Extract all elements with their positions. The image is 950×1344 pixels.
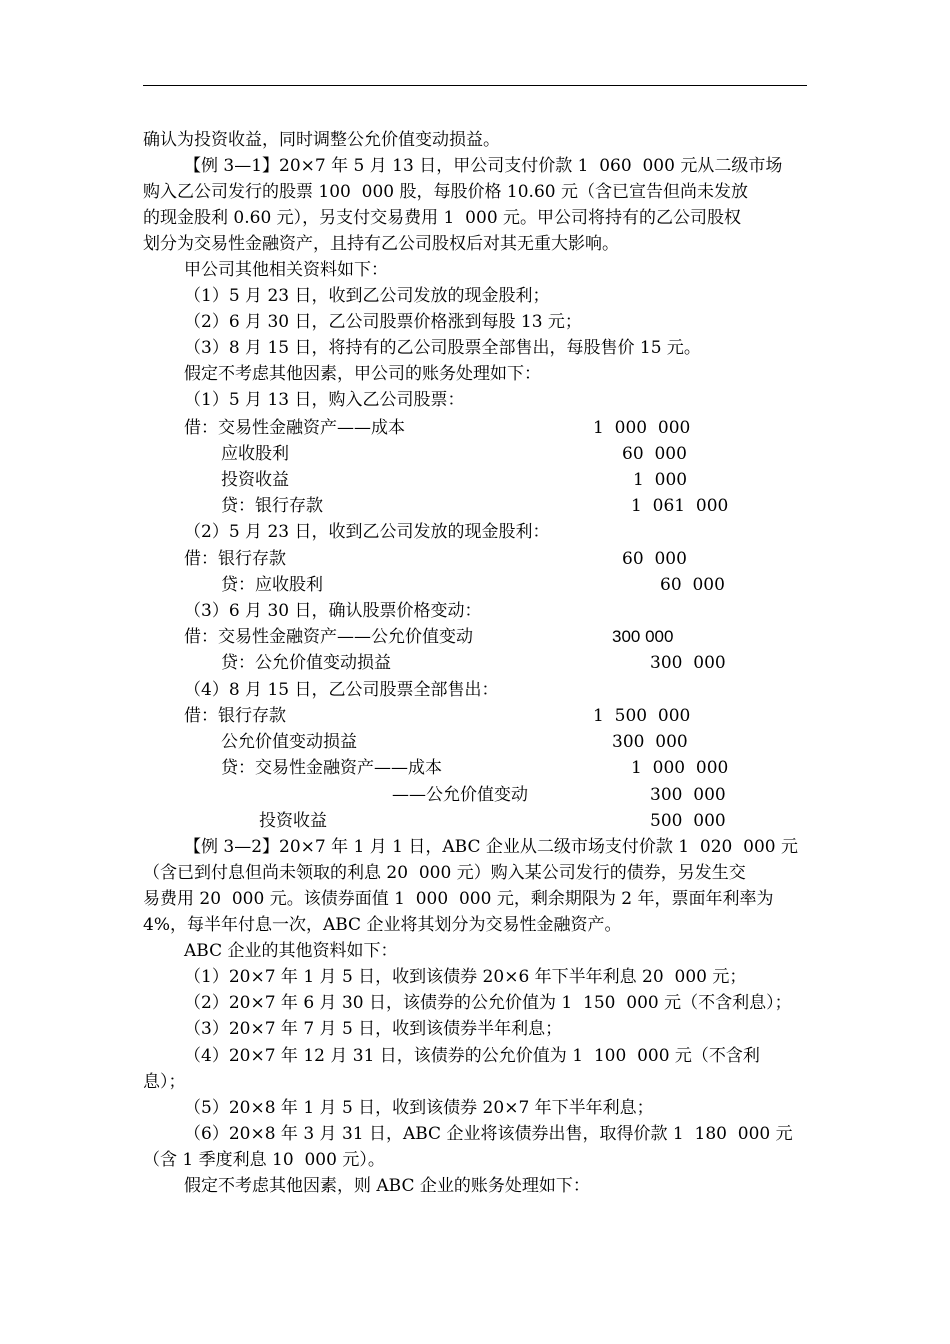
entry-text: 借：银行存款 bbox=[184, 706, 286, 726]
example2-item: （含 1 季度利息 10 000 元）。 bbox=[143, 1150, 385, 1170]
entry-amount: 300 000 bbox=[650, 785, 726, 805]
example1-item: （2）6 月 30 日，乙公司股票价格涨到每股 13 元； bbox=[184, 312, 582, 332]
entry-amount: 300 000 bbox=[612, 732, 688, 752]
example1-other-info: 甲公司其他相关资料如下： bbox=[184, 260, 388, 280]
entry-text: 贷：交易性金融资产——成本 bbox=[221, 758, 442, 778]
entry-amount: 1 061 000 bbox=[631, 496, 729, 516]
example1-item: （1）5 月 23 日，收到乙公司发放的现金股利； bbox=[184, 286, 550, 306]
entry-text: 贷：银行存款 bbox=[221, 496, 323, 516]
example2-para: （含已到付息但尚未领取的利息 20 000 元）购入某公司发行的债券，另发生交 bbox=[143, 863, 746, 883]
entry-text: ——公允价值变动 bbox=[392, 785, 528, 805]
example2-item: （1）20×7 年 1 月 5 日，收到该债券 20×6 年下半年利息 20 000 元； bbox=[184, 967, 747, 987]
example1-para: 购入乙公司发行的股票 100 000 股，每股价格 10.60 元（含已宣告但尚未发放 bbox=[143, 182, 748, 202]
entry-amount: 60 000 bbox=[622, 444, 687, 464]
intro-text: 确认为投资收益，同时调整公允价值变动损益。 bbox=[143, 130, 500, 150]
example2-item: （6）20×8 年 3 月 31 日，ABC 企业将该债券出售，取得价款 1 180 000 元 bbox=[184, 1124, 793, 1144]
example1-para: 【例 3—1】20×7 年 5 月 13 日，甲公司支付价款 1 060 000 元从二级市场 bbox=[184, 156, 783, 176]
entry-text: 借：交易性金融资产——成本 bbox=[184, 418, 405, 438]
entry-text: 贷：公允价值变动损益 bbox=[221, 653, 391, 673]
example2-item: （4）20×7 年 12 月 31 日，该债券的公允价值为 1 100 000 元（不含利 bbox=[184, 1046, 760, 1066]
example2-para: 4%，每半年付息一次，ABC 企业将其划分为交易性金融资产。 bbox=[143, 915, 622, 935]
example2-para: 易费用 20 000 元。该债券面值 1 000 000 元，剩余期限为 2 年，票面年利率为 bbox=[143, 889, 774, 909]
step-heading: （4）8 月 15 日，乙公司股票全部售出： bbox=[184, 680, 499, 700]
example2-other-info: ABC 企业的其他资料如下： bbox=[184, 941, 398, 961]
entry-text: 投资收益 bbox=[221, 470, 289, 490]
example2-item: （2）20×7 年 6 月 30 日，该债券的公允价值为 1 150 000 元（不含利息）； bbox=[184, 993, 792, 1013]
step-heading: （2）5 月 23 日，收到乙公司发放的现金股利： bbox=[184, 522, 550, 542]
entry-amount: 60 000 bbox=[622, 549, 687, 569]
step-heading: （1）5 月 13 日，购入乙公司股票： bbox=[184, 390, 465, 410]
step-heading: （3）6 月 30 日，确认股票价格变动： bbox=[184, 601, 482, 621]
entry-text: 公允价值变动损益 bbox=[221, 732, 357, 752]
entry-text: 借：交易性金融资产——公允价值变动 bbox=[184, 627, 473, 647]
example1-para: 划分为交易性金融资产，且持有乙公司股权后对其无重大影响。 bbox=[143, 234, 619, 254]
entry-amount: 1 500 000 bbox=[593, 706, 691, 726]
example2-item: （3）20×7 年 7 月 5 日，收到该债券半年利息； bbox=[184, 1019, 563, 1039]
example1-para: 的现金股利 0.60 元），另支付交易费用 1 000 元。甲公司将持有的乙公司股权 bbox=[143, 208, 742, 228]
header-rule bbox=[143, 85, 807, 86]
entry-text: 应收股利 bbox=[221, 444, 289, 464]
example1-item: （3）8 月 15 日，将持有的乙公司股票全部售出，每股售价 15 元。 bbox=[184, 338, 701, 358]
entry-amount: 1 000 bbox=[633, 470, 688, 490]
entry-text: 投资收益 bbox=[259, 811, 327, 831]
entry-amount: 1 000 000 bbox=[593, 418, 691, 438]
example2-item: 息）； bbox=[143, 1072, 186, 1092]
example1-treatment-intro: 假定不考虑其他因素，甲公司的账务处理如下： bbox=[184, 364, 541, 384]
entry-amount: 500 000 bbox=[650, 811, 726, 831]
example2-treatment-intro: 假定不考虑其他因素，则 ABC 企业的账务处理如下： bbox=[184, 1176, 590, 1196]
entry-amount: 300 000 bbox=[650, 653, 726, 673]
example2-item: （5）20×8 年 1 月 5 日，收到该债券 20×7 年下半年利息； bbox=[184, 1098, 654, 1118]
entry-amount: 60 000 bbox=[660, 575, 725, 595]
example2-para: 【例 3—2】20×7 年 1 月 1 日，ABC 企业从二级市场支付价款 1 020 000 元 bbox=[184, 837, 799, 857]
entry-text: 贷：应收股利 bbox=[221, 575, 323, 595]
entry-amount: 1 000 000 bbox=[631, 758, 729, 778]
entry-text: 借：银行存款 bbox=[184, 549, 286, 569]
entry-amount: 300 000 bbox=[612, 627, 674, 646]
